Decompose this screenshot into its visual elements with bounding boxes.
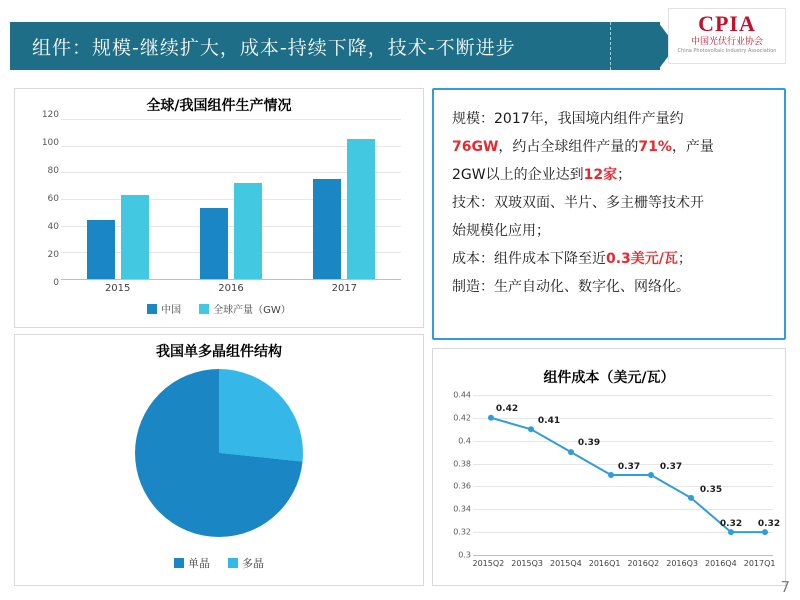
point-label-5: 0.37 [659,462,683,472]
bar-cn-2016 [200,208,228,279]
summary-textbox [432,88,786,340]
xlabel-2015: 2015 [104,283,131,294]
summary-value-71pct: 71% [638,139,672,155]
summary-line-2-mid: ，约占全球组件产量的 [498,139,639,155]
chart-pie-title: 我国单多晶组件结构 [156,344,282,360]
ytick-0.38: 0.38 [453,459,471,468]
bar-global-2016 [234,183,262,279]
summary-line-4: 技术：双玻双面、半片、多主栅等技术开 [452,195,704,211]
logo-title: CPIA [698,11,756,36]
xtick-2016Q1: 2016Q1 [588,559,621,568]
legend-swatch-global [199,304,209,314]
point-label-1: 0.42 [495,404,519,414]
summary-line-5: 始规模化应用； [452,223,550,239]
point-label-4: 0.37 [617,462,641,472]
chart-mono-multi-structure [14,334,424,586]
summary-line-3-c: ； [617,167,632,183]
bar-cn-2015 [87,220,115,279]
xtick-2015Q4: 2015Q4 [550,559,582,568]
legend-item-cn [147,301,181,316]
summary-text [434,90,784,312]
chart-cost-line [473,395,773,555]
bar-cn-2017 [313,179,341,279]
point-label-8: 0.32 [757,519,781,529]
chart-pie-plot [15,369,423,537]
ytick-0.34: 0.34 [453,504,471,514]
legend-item-multi [228,555,264,571]
pie-chart [135,369,303,537]
bar-group-2016 [200,119,262,279]
banner-notch [610,22,658,70]
legend-label-mono: 单晶 [188,557,210,570]
summary-line-2 [452,134,768,160]
chart-production-bars [61,119,401,279]
point-label-6: 0.35 [699,485,723,495]
summary-line-1 [452,106,768,132]
ytick-0.42: 0.42 [453,413,471,423]
legend-swatch-multi [228,558,238,568]
chart-cost-plot [473,395,781,555]
legend-label-cn: 中国 [161,305,182,316]
chart-production-xaxis-line [61,279,401,280]
summary-line-3 [452,162,768,188]
legend-item-global [199,301,291,316]
xtick-2016Q2: 2016Q2 [627,559,660,568]
chart-cost-title: 组件成本（美元/瓦） [543,370,675,386]
summary-line-6 [452,246,768,272]
legend-label-multi: 多晶 [242,557,264,570]
chart-production-title: 全球/我国组件生产情况 [146,98,292,114]
xtick-2016Q3: 2016Q3 [666,559,698,568]
chart-production-yaxis: 120 100 80 60 40 20 0 [41,110,59,288]
header-banner [10,22,660,70]
summary-value-76gw: 76GW [452,139,499,155]
point-label-3: 0.39 [577,438,601,448]
summary-line-7: 制造：生产自动化、数字化、网络化。 [452,279,690,295]
summary-line-2-end: ，产量 [671,139,714,155]
xtick-2016Q4: 2016Q4 [705,559,737,568]
summary-value-12companies: 12家 [583,167,618,183]
ytick-0.32: 0.32 [453,527,471,537]
ytick-0.3: 0.3 [458,550,471,560]
legend-label-global: 全球产量（GW） [213,305,291,316]
chart-production-legend [15,301,423,316]
xtick-2017Q1: 2017Q1 [743,559,776,568]
summary-line-1-text: 规模：2017年，我国境内组件产量约 [452,111,684,127]
chart-cost-yaxis [441,390,471,560]
page-number: 7 [780,578,790,596]
xtick-2015Q3: 2015Q3 [511,559,543,568]
ytick-0.44: 0.44 [453,390,471,400]
ytick-0.36: 0.36 [453,481,471,491]
chart-pie-legend [15,555,423,571]
xtick-2015Q2: 2015Q2 [472,559,505,568]
chart-production [14,88,424,328]
point-label-2: 0.41 [537,416,561,426]
chart-production-plot [61,119,401,279]
summary-value-cost: 0.3美元/瓦 [606,251,678,267]
summary-line-6-c: ； [677,251,692,267]
page-title: 组件：规模-继续扩大，成本-持续下降，技术-不断进步 [32,36,516,59]
legend-swatch-cn [147,304,157,314]
summary-line-3-a: 2GW以上的企业达到 [452,167,584,183]
chart-cost-xlabels [469,559,779,568]
bar-global-2015 [121,195,149,279]
bar-global-2017 [347,139,375,279]
logo-subtitle-en: China Photovoltaic Industry Association [677,48,777,54]
xlabel-2017: 2017 [331,283,358,294]
summary-line-6-a: 成本：组件成本下降至近 [452,251,606,267]
bar-group-2015 [87,119,149,279]
legend-item-mono [174,555,210,571]
cpia-logo [668,8,786,64]
chart-production-xlabels [61,283,401,294]
bar-group-2017 [313,119,375,279]
chart-module-cost [432,348,786,586]
ytick-0.4: 0.4 [458,436,471,446]
xlabel-2016: 2016 [218,283,244,294]
logo-subtitle-cn: 中国光伏行业协会 [690,37,763,47]
point-label-7: 0.32 [719,519,743,529]
legend-swatch-mono [174,558,184,568]
